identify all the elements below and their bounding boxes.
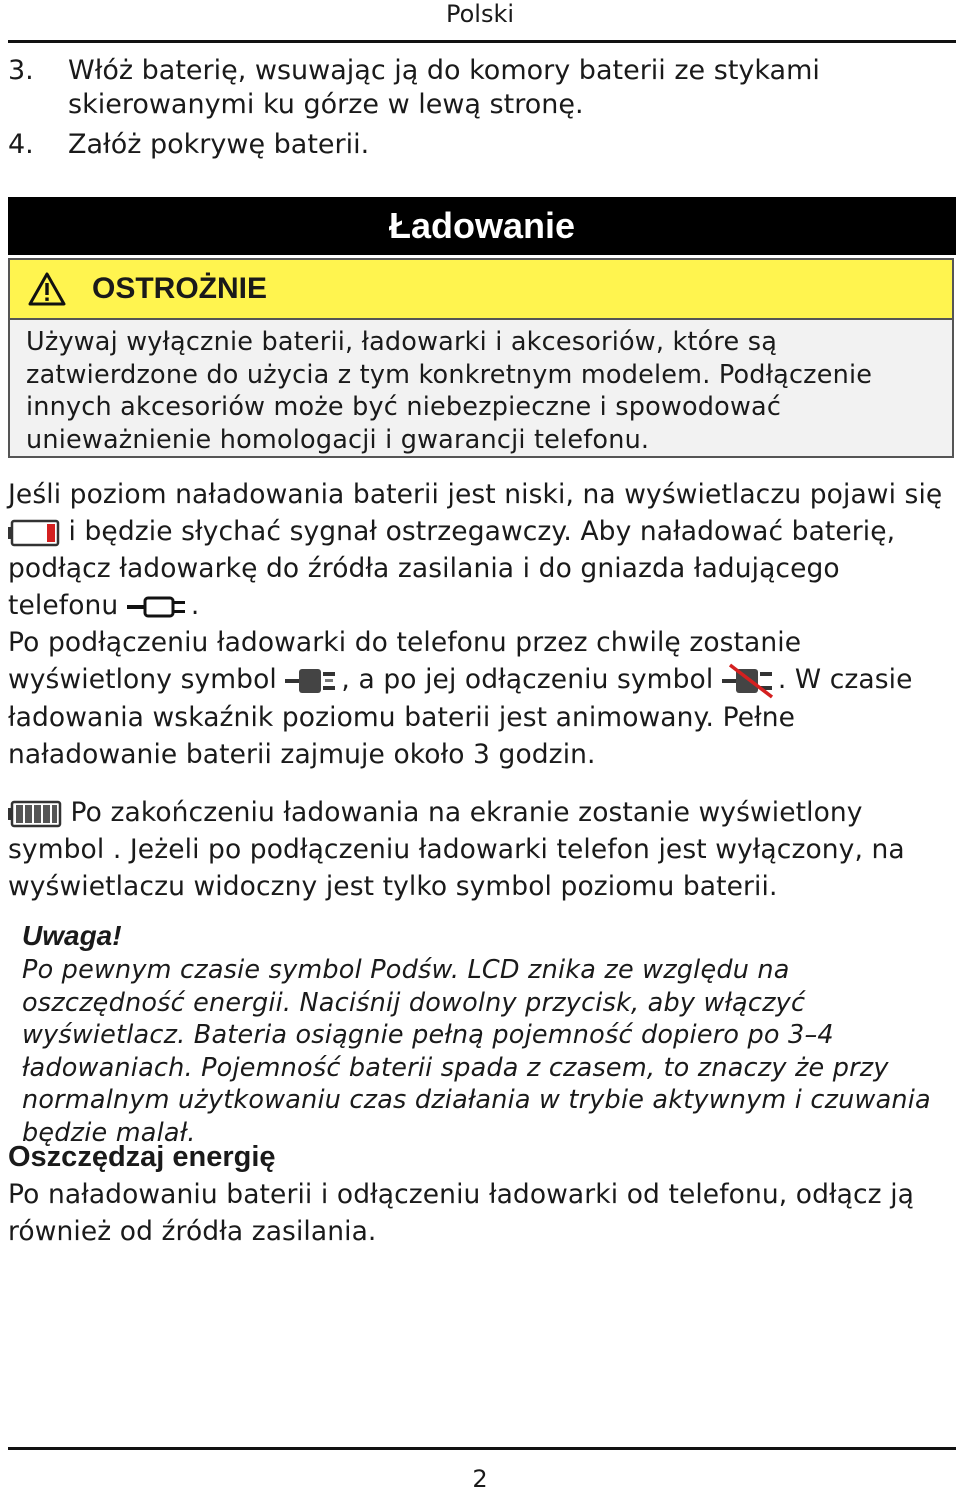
charger-connected-icon	[285, 663, 341, 699]
page-number: 2	[472, 1465, 488, 1493]
caution-label: OSTROŻNIE	[92, 272, 268, 305]
list-item	[8, 54, 948, 122]
note-text: Po pewnym czasie symbol Podśw. LCD znika ze względu na oszczędność energii. Naciśnij dowolny przycisk, aby włączyć wyświetlacz. Bateria osiągnie pełną pojemność dopiero po 3–4 ładowaniach. Pojemność baterii spada z czasem, to znaczy że przy normalnym użytkowaniu czas działania w trybie aktywnym i czuwania będzie malał.	[22, 955, 931, 1148]
paragraph-text: .	[190, 590, 200, 621]
note-block	[22, 918, 952, 1149]
warning-triangle-icon	[28, 272, 66, 306]
footer-divider	[8, 1447, 956, 1450]
paragraph-text: . W czasie ładowania wskaźnik poziomu baterii jest animowany. Pełne naładowanie baterii zajmuje około 3 godzin.	[8, 664, 913, 770]
charger-disconnected-icon	[722, 663, 778, 699]
paragraph-text: Po zakończeniu ładowania na ekranie zostanie wyświetlony symbol . Jeżeli po podłączeniu ładowarki telefon jest wyłączony, na wyświetlaczu widoczny jest tylko symbol poziomu baterii.	[8, 797, 905, 902]
caution-header	[10, 260, 952, 320]
energy-text: Po naładowaniu baterii i odłączeniu ładowarki od telefonu, odłącz ją również od źródła zasilania.	[8, 1179, 915, 1247]
paragraph-text: i będzie słychać sygnał ostrzegawczy. Aby naładować baterię, podłącz ładowarkę do źródła zasilania i do gniazda ładującego telefonu	[8, 516, 896, 621]
battery-low-icon	[8, 519, 60, 547]
section-title: Ładowanie	[8, 197, 956, 255]
header-divider	[8, 40, 956, 43]
paragraph-text: , a po jej odłączeniu symbol	[341, 664, 722, 695]
step-text: Włóż baterię, wsuwając ją do komory baterii ze stykami skierowanymi ku górze w lewą stronę.	[68, 55, 820, 120]
caution-box	[8, 258, 954, 458]
caution-text: Używaj wyłącznie baterii, ładowarki i akcesoriów, które są zatwierdzone do użycia z tym konkretnym modelem. Podłączenie innych akcesoriów może być niebezpieczne i spowodować unieważnienie homologacji i gwarancji telefonu.	[26, 327, 873, 455]
step-list	[8, 54, 948, 162]
note-title: Uwaga!	[22, 920, 122, 951]
paragraph-text: Jeśli poziom naładowania baterii jest niski, na wyświetlaczu pojawi się	[8, 479, 943, 510]
step-number: 4.	[8, 129, 34, 160]
list-item	[8, 128, 948, 162]
paragraph-charger-symbols	[8, 624, 958, 773]
energy-heading: Oszczędzaj energię	[8, 1141, 276, 1173]
paragraph-text: Po podłączeniu ładowarki do telefonu przez chwilę zostanie wyświetlony symbol	[8, 627, 802, 695]
paragraph-charge-complete	[8, 794, 958, 905]
step-number: 3.	[8, 55, 34, 86]
header-language: Polski	[445, 0, 515, 28]
paragraph-low-battery	[8, 476, 958, 624]
battery-full-icon	[8, 800, 62, 828]
charger-socket-icon	[127, 594, 191, 620]
step-text: Załóż pokrywę baterii.	[68, 129, 370, 160]
